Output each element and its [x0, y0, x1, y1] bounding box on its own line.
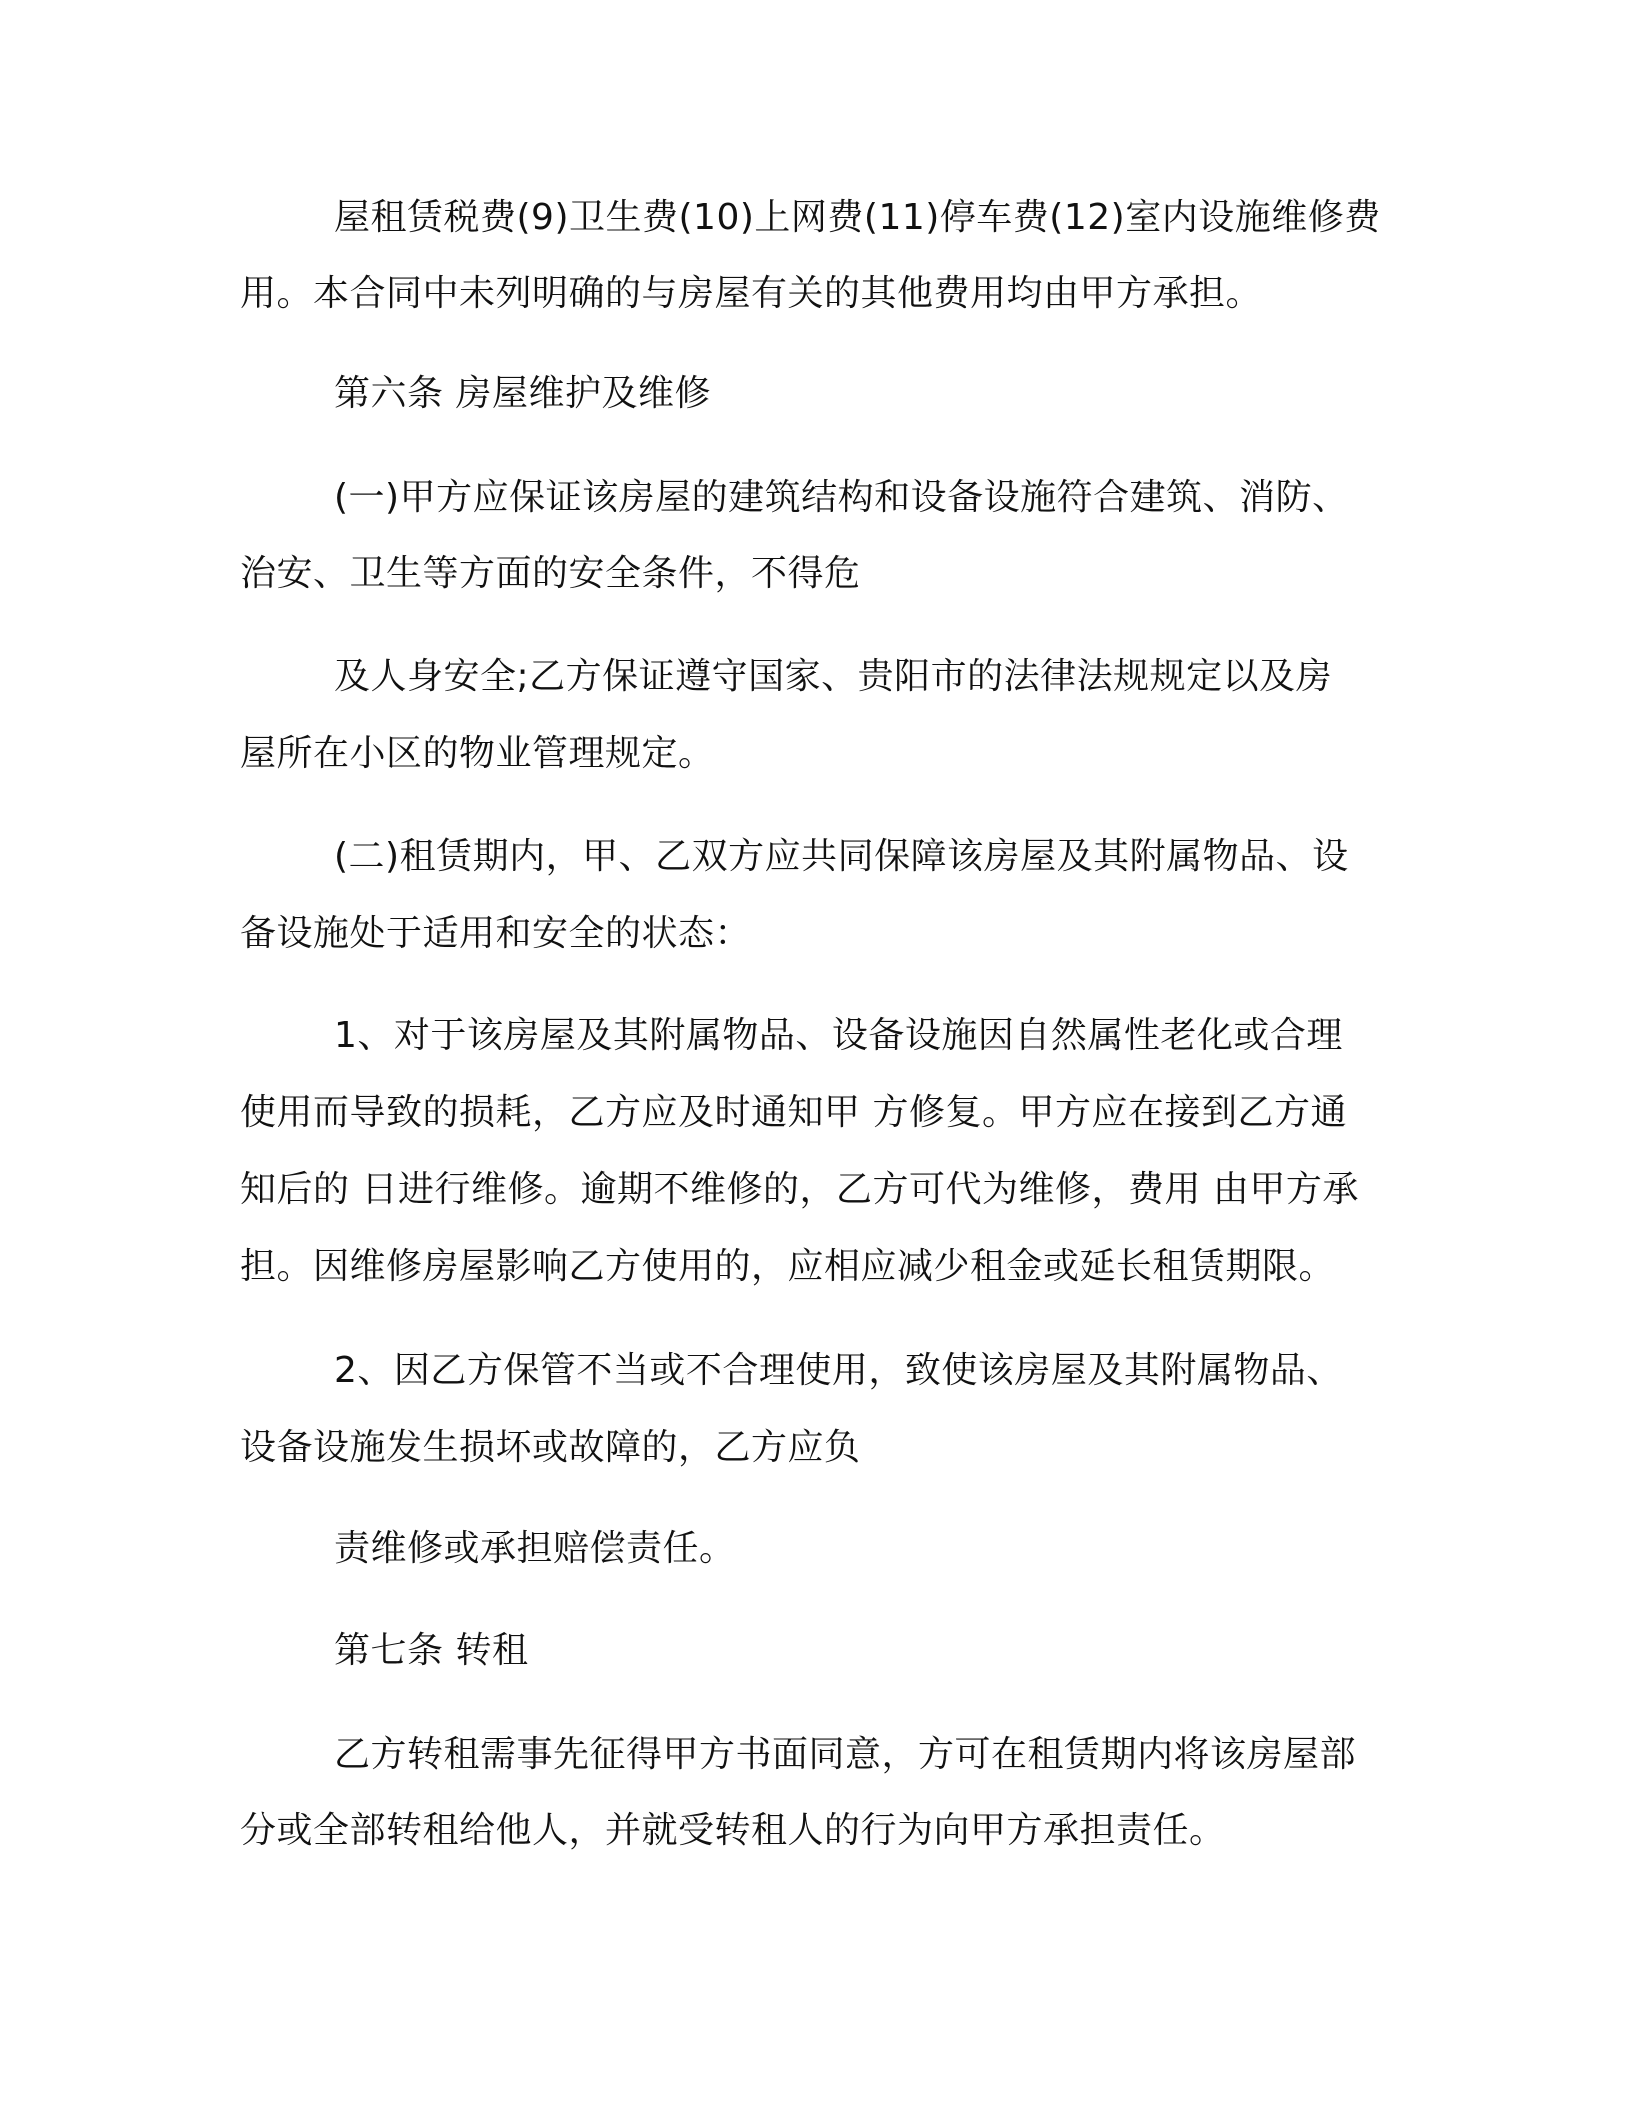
text-line-9: 备设施处于适用和安全的状态： [240, 913, 752, 954]
section-heading-article-7: 第七条 转租 [334, 1630, 529, 1671]
text-line-8: (二)租赁期内，甲、乙双方应共同保障该房屋及其附属物品、设 [334, 836, 1349, 877]
text-line-7: 屋所在小区的物业管理规定。 [240, 733, 715, 774]
text-line-5: 治安、卫生等方面的安全条件，不得危 [240, 553, 861, 594]
text-line-4: (一)甲方应保证该房屋的建筑结构和设备设施符合建筑、消防、 [334, 477, 1349, 518]
text-line-12: 知后的 日进行维修。逾期不维修的，乙方可代为维修，费用 由甲方承 [240, 1169, 1359, 1210]
text-line-14: 2、因乙方保管不当或不合理使用，致使该房屋及其附属物品、 [334, 1350, 1343, 1391]
text-line-16: 责维修或承担赔偿责任。 [334, 1528, 736, 1569]
text-line-11: 使用而导致的损耗，乙方应及时通知甲 方修复。甲方应在接到乙方通 [240, 1092, 1347, 1133]
text-line-6: 及人身安全;乙方保证遵守国家、贵阳市的法律法规规定以及房 [334, 656, 1333, 697]
section-heading-article-6: 第六条 房屋维护及维修 [334, 373, 711, 414]
text-line-2: 用。本合同中未列明确的与房屋有关的其他费用均由甲方承担。 [240, 273, 1263, 314]
text-line-10: 1、对于该房屋及其附属物品、设备设施因自然属性老化或合理 [334, 1015, 1343, 1056]
text-line-1: 屋租赁税费(9)卫生费(10)上网费(11)停车费(12)室内设施维修费 [334, 197, 1381, 238]
text-line-18: 乙方转租需事先征得甲方书面同意，方可在租赁期内将该房屋部 [334, 1734, 1357, 1775]
text-line-19: 分或全部转租给他人，并就受转租人的行为向甲方承担责任。 [240, 1810, 1226, 1851]
text-line-15: 设备设施发生损坏或故障的，乙方应负 [240, 1427, 861, 1468]
text-line-13: 担。因维修房屋影响乙方使用的，应相应减少租金或延长租赁期限。 [240, 1246, 1336, 1287]
